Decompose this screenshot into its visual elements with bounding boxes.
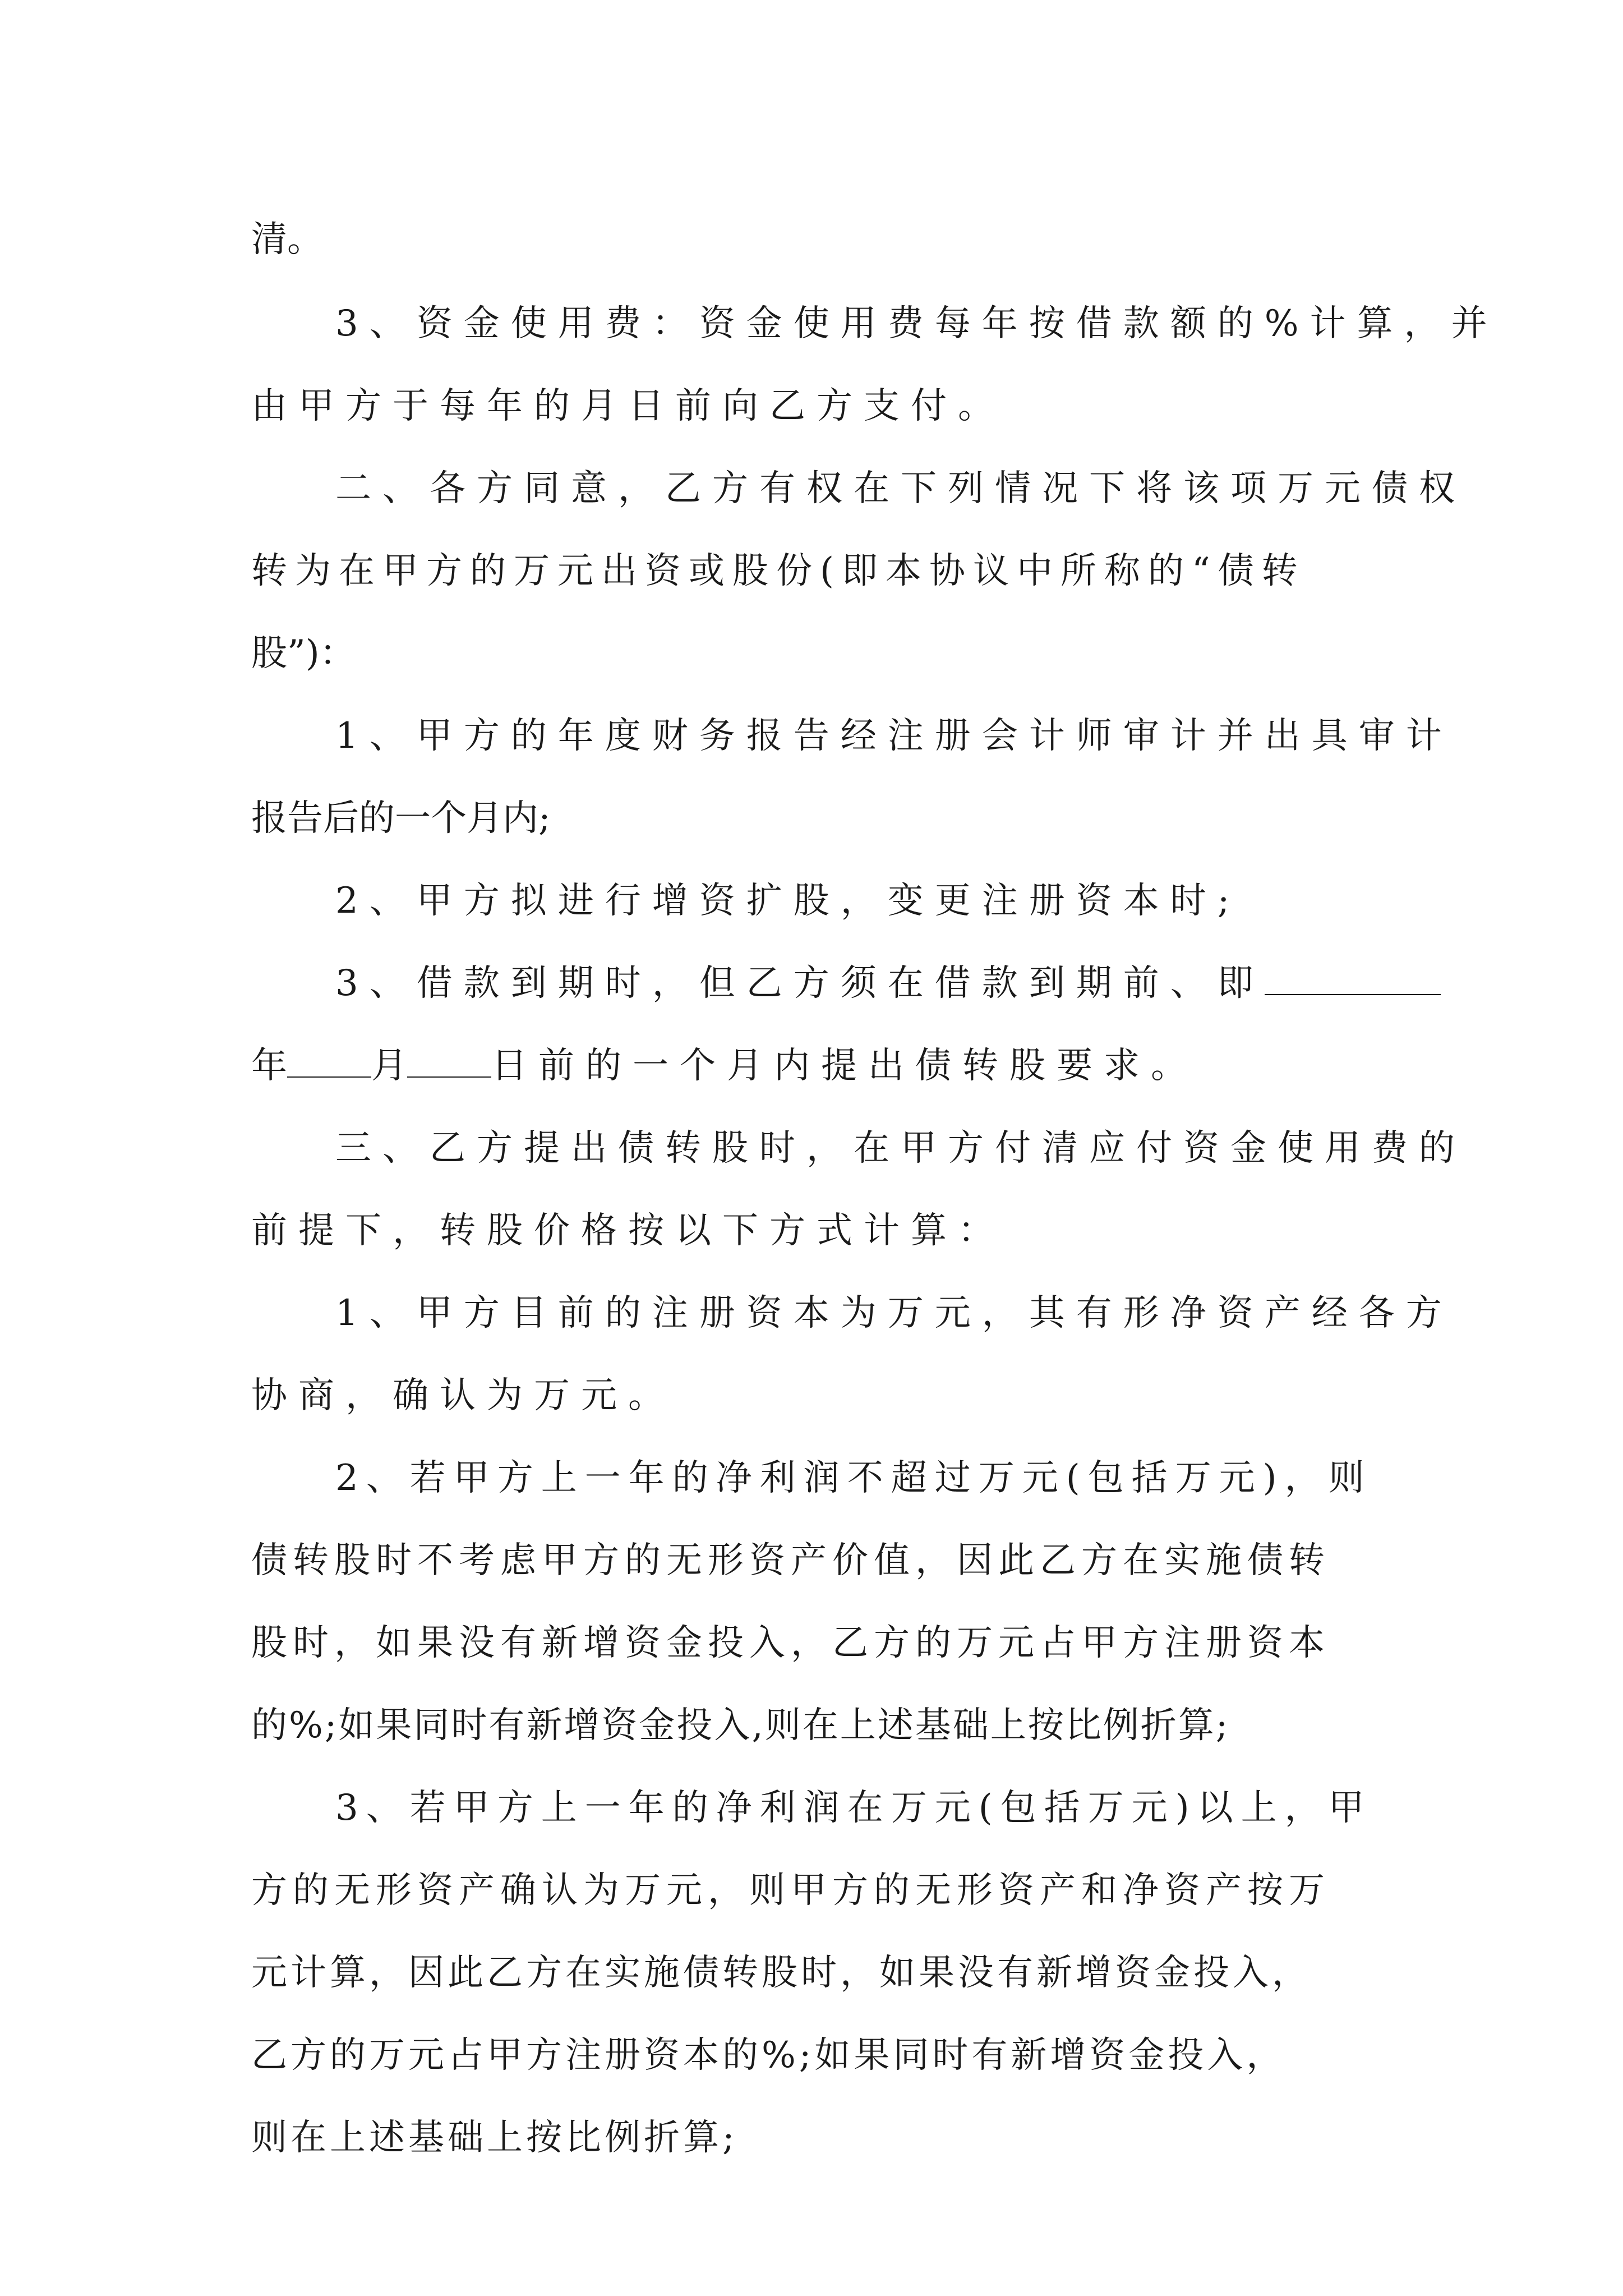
text-line: 2、甲方拟进行增资扩股，变更注册资本时; (335, 880, 1241, 922)
text-line: 三、乙方提出债转股时，在甲方付清应付资金使用费的 (335, 1128, 1466, 1169)
text-line: 乙方的万元占甲方注册资本的%;如果同时有新增资金投入， (251, 2035, 1286, 2076)
text-line: 1、甲方目前的注册资本为万元，其有形净资产经各方 (335, 1292, 1453, 1334)
text-line: 股时，如果没有新增资金投入，乙方的万元占甲方注册资本 (251, 1622, 1330, 1664)
text-line: 转为在甲方的万元出资或股份(即本协议中所称的“债转 (251, 550, 1306, 592)
text-line: 2、若甲方上一年的净利润不超过万元(包括万元)，则 (335, 1457, 1372, 1499)
text-line: 1、甲方的年度财务报告经注册会计师审计并出具审计 (335, 715, 1453, 757)
text-segment: 日前的一个月内提出债转股要求。 (491, 1045, 1198, 1087)
text-line: 协商，确认为万元。 (251, 1375, 675, 1416)
text-line: 二、各方同意，乙方有权在下列情况下将该项万元债权 (335, 468, 1466, 509)
text-segment: 年 (251, 1045, 287, 1087)
text-line (251, 1035, 1198, 1097)
blank-line (1265, 954, 1441, 995)
text-line: 元计算，因此乙方在实施债转股时，如果没有新增资金投入， (251, 1952, 1311, 1994)
text-line: 3、资金使用费：资金使用费每年按借款额的%计算，并 (335, 303, 1498, 344)
text-line: 方的无形资产确认为万元，则甲方的无形资产和净资产按万 (251, 1870, 1330, 1911)
text-line: 3、若甲方上一年的净利润在万元(包括万元)以上，甲 (335, 1787, 1372, 1829)
text-segment: 月 (371, 1045, 407, 1087)
text-line: 债转股时不考虑甲方的无形资产价值，因此乙方在实施债转 (251, 1540, 1330, 1581)
text-segment: 3、借款到期时，但乙方须在借款到期前、即 (335, 963, 1265, 1004)
text-line: 则在上述基础上按比例折算; (251, 2117, 738, 2159)
text-line (335, 953, 1441, 1014)
text-line: 由甲方于每年的月日前向乙方支付。 (251, 385, 1005, 427)
blank-line (287, 1036, 371, 1078)
text-line: 前提下，转股价格按以下方式计算： (251, 1210, 1005, 1251)
text-line: 报告后的一个月内; (251, 798, 551, 839)
blank-line (407, 1036, 491, 1078)
text-line: 清。 (251, 219, 323, 260)
text-line: 的%;如果同时有新增资金投入,则在上述基础上按比例折算; (251, 1705, 1230, 1746)
text-line: 股”)： (251, 633, 356, 674)
